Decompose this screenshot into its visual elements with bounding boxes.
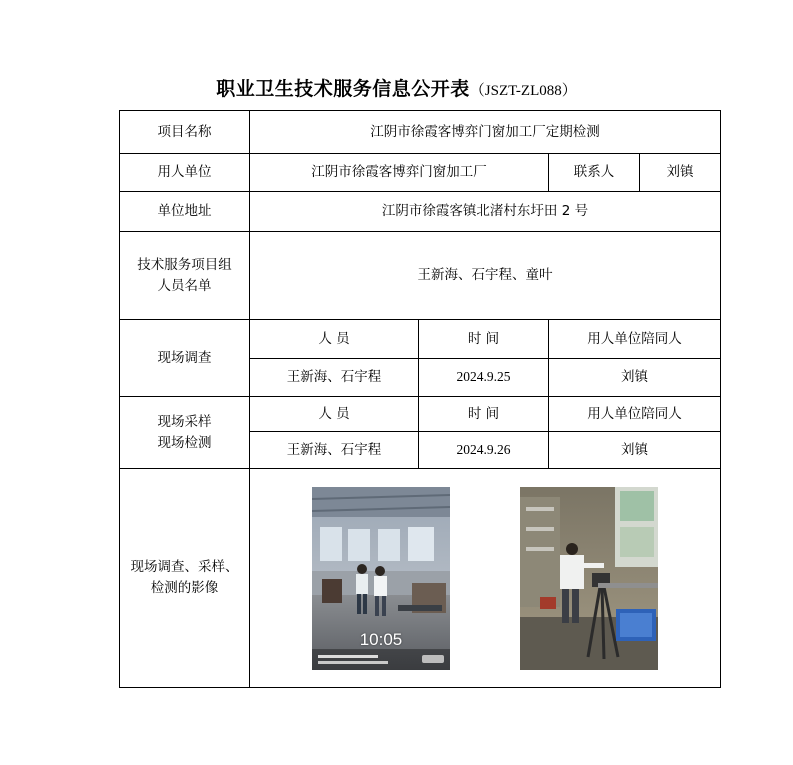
sampling-header-escort: 用人单位陪同人 [549,397,721,432]
sampling-date: 2024.9.26 [419,432,549,469]
team-value: 王新海、石宇程、童叶 [250,232,721,320]
row-team [120,232,721,320]
survey-header-escort: 用人单位陪同人 [549,320,721,359]
contact-label: 联系人 [549,154,640,192]
images-label-line1: 现场调查、采样、 [130,559,239,576]
project-name-value: 江阴市徐霞客博弈门窗加工厂定期检测 [250,111,721,154]
survey-people: 王新海、石宇程 [250,359,419,397]
survey-escort: 刘镇 [549,359,721,397]
site-photo-sampling [520,487,658,670]
survey-label: 现场调查 [120,320,250,397]
survey-header-people: 人 员 [250,320,419,359]
sampling-escort: 刘镇 [549,432,721,469]
sampling-header-time: 时 间 [419,397,549,432]
title-main: 职业卫生技术服务信息公开表 [216,78,470,100]
row-sampling-header [120,397,721,432]
title-code: （JSZT-ZL088） [469,83,577,99]
team-label-line1: 技术服务项目组 [137,256,232,273]
employer-value: 江阴市徐霞客博弈门窗加工厂 [250,154,549,192]
photo-gallery [250,469,720,687]
site-photo-survey [312,487,450,670]
address-value: 江阴市徐霞客镇北渚村东圩田 2 号 [250,192,721,232]
images-label [120,469,250,688]
address-label: 单位地址 [120,192,250,232]
sampling-label-line1: 现场采样 [157,413,212,430]
info-table [119,110,721,688]
team-label [120,232,250,320]
sampling-people: 王新海、石宇程 [250,432,419,469]
project-name-label: 项目名称 [120,111,250,154]
team-label-line2: 人员名单 [157,277,212,294]
row-project-name [120,111,721,154]
row-address [120,192,721,232]
images-label-line2: 检测的影像 [150,580,219,596]
row-survey-header [120,320,721,359]
sampling-header-people: 人 员 [250,397,419,432]
images-cell [250,469,721,688]
survey-date: 2024.9.25 [419,359,549,397]
survey-header-time: 时 间 [419,320,549,359]
document-title [0,74,793,101]
photo-timestamp: 10:05 [359,629,403,649]
sampling-label-line2: 现场检测 [157,434,212,451]
sampling-equipment-image [520,487,658,670]
sampling-label [120,397,250,469]
row-employer [120,154,721,192]
employer-label: 用人单位 [120,154,250,192]
row-images [120,469,721,688]
contact-value: 刘镇 [640,154,721,192]
